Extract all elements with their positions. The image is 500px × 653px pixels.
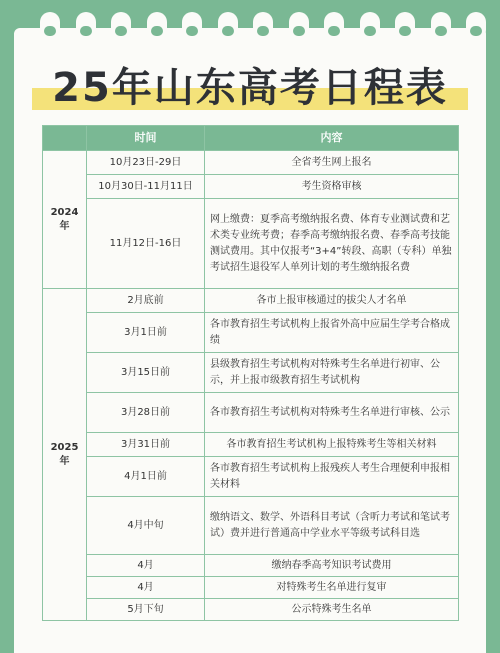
content-cell: 各市教育招生考试机构上报残疾人考生合理便利申报相关材料: [205, 457, 459, 497]
title-block: [30, 62, 470, 114]
time-cell: 3月1日前: [87, 313, 205, 353]
table-row: [43, 555, 459, 577]
content-cell: 考生资格审核: [205, 175, 459, 199]
content-cell: 各市上报审核通过的拔尖人才名单: [205, 289, 459, 313]
content-cell: 对特殊考生名单进行复审: [205, 577, 459, 599]
binder-ring: [395, 12, 415, 40]
content-cell: 县级教育招生考试机构对特殊考生名单进行初审、公示，并上报市级教育招生考试机构: [205, 353, 459, 393]
table-row: [43, 457, 459, 497]
time-cell: 3月28日前: [87, 393, 205, 433]
header-content: 内容: [205, 126, 459, 151]
page-title: 25年山东高考日程表: [52, 65, 448, 111]
content-cell: 缴纳春季高考知识考试费用: [205, 555, 459, 577]
time-cell: 3月31日前: [87, 433, 205, 457]
time-cell: 10月30日-11月11日: [87, 175, 205, 199]
binder-ring: [466, 12, 486, 40]
binder-ring: [147, 12, 167, 40]
content-cell: 各市教育招生考试机构上报省外高中应届生学考合格成绩: [205, 313, 459, 353]
binder-ring: [40, 12, 60, 40]
binder-ring: [76, 12, 96, 40]
schedule-table: [42, 125, 459, 621]
table-row: [43, 151, 459, 175]
binder-ring: [360, 12, 380, 40]
table-row: [43, 353, 459, 393]
table-row: [43, 393, 459, 433]
table-row: [43, 289, 459, 313]
time-cell: 4月1日前: [87, 457, 205, 497]
time-cell: 3月15日前: [87, 353, 205, 393]
binder-ring: [182, 12, 202, 40]
content-cell: 公示特殊考生名单: [205, 599, 459, 621]
time-cell: 10月23日-29日: [87, 151, 205, 175]
binder-ring: [253, 12, 273, 40]
table-row: [43, 497, 459, 555]
time-cell: 5月下旬: [87, 599, 205, 621]
year-cell-2024: 2024年: [43, 151, 87, 289]
time-cell: 2月底前: [87, 289, 205, 313]
table-row: [43, 175, 459, 199]
table-header-row: [43, 126, 459, 151]
table-row: [43, 199, 459, 289]
year-cell-2025: 2025年: [43, 289, 87, 621]
content-cell: 全省考生网上报名: [205, 151, 459, 175]
content-cell: 各市教育招生考试机构上报特殊考生等相关材料: [205, 433, 459, 457]
header-blank: [43, 126, 87, 151]
time-cell: 4月: [87, 577, 205, 599]
time-cell: 11月12日-16日: [87, 199, 205, 289]
header-time: 时间: [87, 126, 205, 151]
binder-ring: [218, 12, 238, 40]
time-cell: 4月中旬: [87, 497, 205, 555]
binder-ring: [289, 12, 309, 40]
content-cell: 网上缴费：夏季高考缴纳报名费、体育专业测试费和艺术类专业统考费；春季高考缴纳报名费、春季高考技能测试费用。其中仅报考“3+4”转段、高职（专科）单独考试招生退役军人单列计划的考生缴纳报名费: [205, 199, 459, 289]
table-row: [43, 577, 459, 599]
content-cell: 各市教育招生考试机构对特殊考生名单进行审核、公示: [205, 393, 459, 433]
binder-ring: [324, 12, 344, 40]
table-row: [43, 313, 459, 353]
binder-ring: [431, 12, 451, 40]
table-row: [43, 433, 459, 457]
time-cell: 4月: [87, 555, 205, 577]
binder-ring: [111, 12, 131, 40]
content-cell: 缴纳语文、数学、外语科目考试（含听力考试和笔试考试）费并进行普通高中学业水平等级考试科目选: [205, 497, 459, 555]
table-row: [43, 599, 459, 621]
